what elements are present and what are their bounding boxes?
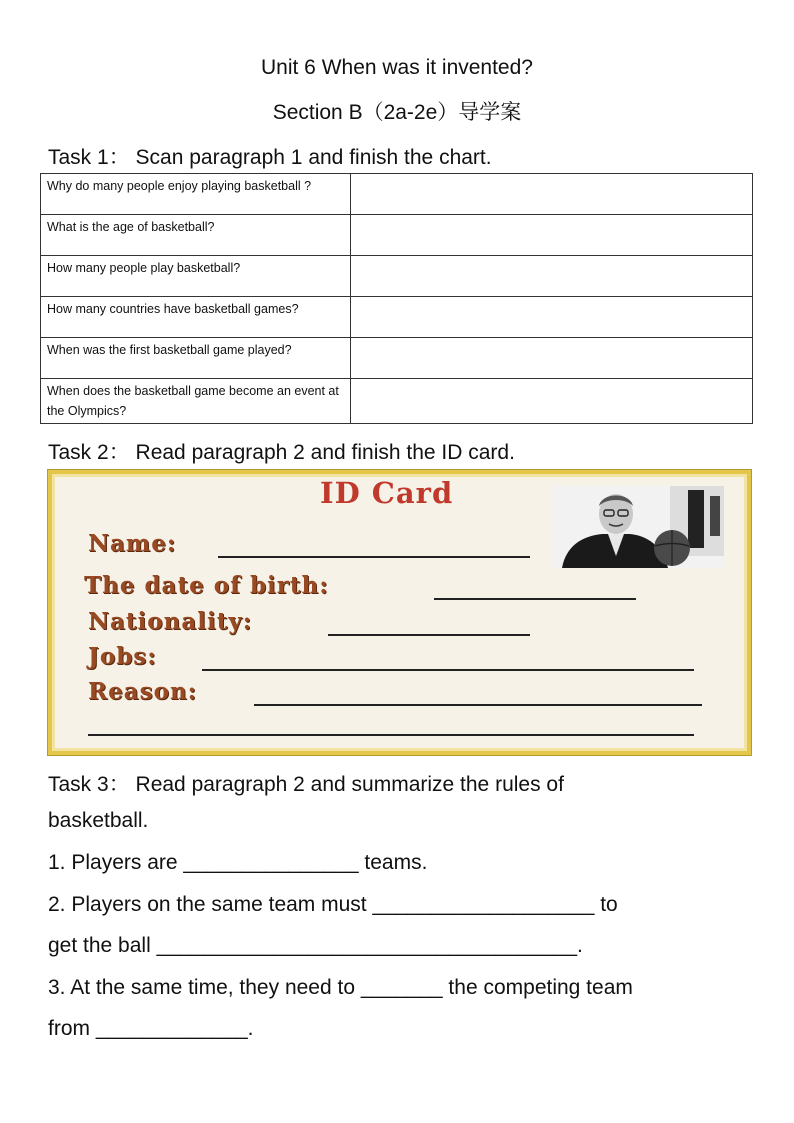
- jobs-blank[interactable]: [202, 669, 694, 671]
- task1-chart: [40, 173, 753, 424]
- answer-cell[interactable]: [351, 379, 753, 424]
- rule-2: 2. Players on the same team must ___________________ to: [48, 893, 618, 916]
- task2-heading: Task 2： Read paragraph 2 and finish the ID card.: [48, 441, 515, 464]
- answer-cell[interactable]: [351, 215, 753, 256]
- rule-2-cont: get the ball ____________________________________.: [48, 934, 583, 957]
- name-blank[interactable]: [218, 556, 530, 558]
- task3-heading: Task 3： Read paragraph 2 and summarize the rules of: [48, 773, 564, 796]
- task3-heading-cont: basketball.: [48, 809, 149, 832]
- question-cell: Why do many people enjoy playing basketball ?: [41, 174, 351, 215]
- reason-blank-2[interactable]: [88, 734, 694, 736]
- table-row: [41, 338, 753, 379]
- birth-date-blank[interactable]: [434, 598, 636, 600]
- portrait-photo: [552, 486, 724, 568]
- jobs-label: Jobs:: [88, 643, 157, 670]
- task1-heading: Task 1： Scan paragraph 1 and finish the chart.: [48, 146, 492, 169]
- table-row: [41, 297, 753, 338]
- id-card-title: ID Card: [320, 476, 454, 510]
- question-cell: When was the first basketball game played?: [41, 338, 351, 379]
- table-row: [41, 174, 753, 215]
- answer-cell[interactable]: [351, 338, 753, 379]
- birth-date-label: The date of birth:: [84, 572, 329, 599]
- name-label: Name:: [88, 530, 177, 557]
- answer-cell[interactable]: [351, 297, 753, 338]
- nationality-blank[interactable]: [328, 634, 530, 636]
- nationality-label: Nationality:: [88, 608, 253, 635]
- table-row: [41, 379, 753, 424]
- answer-cell[interactable]: [351, 174, 753, 215]
- page-subtitle: Section B（2a-2e）导学案: [272, 101, 522, 124]
- page-title: Unit 6 When was it invented?: [261, 56, 533, 79]
- question-cell: How many people play basketball?: [41, 256, 351, 297]
- table-row: [41, 215, 753, 256]
- rule-1: 1. Players are _______________ teams.: [48, 851, 428, 874]
- table-row: [41, 256, 753, 297]
- question-cell: How many countries have basketball games?: [41, 297, 351, 338]
- answer-cell[interactable]: [351, 256, 753, 297]
- id-card: [48, 470, 751, 755]
- reason-label: Reason:: [88, 678, 198, 705]
- reason-blank[interactable]: [254, 704, 702, 706]
- question-cell: When does the basketball game become an event at the Olympics?: [41, 379, 351, 424]
- rule-3-cont: from _____________.: [48, 1017, 254, 1040]
- question-cell: What is the age of basketball?: [41, 215, 351, 256]
- rule-3: 3. At the same time, they need to _______ the competing team: [48, 976, 633, 999]
